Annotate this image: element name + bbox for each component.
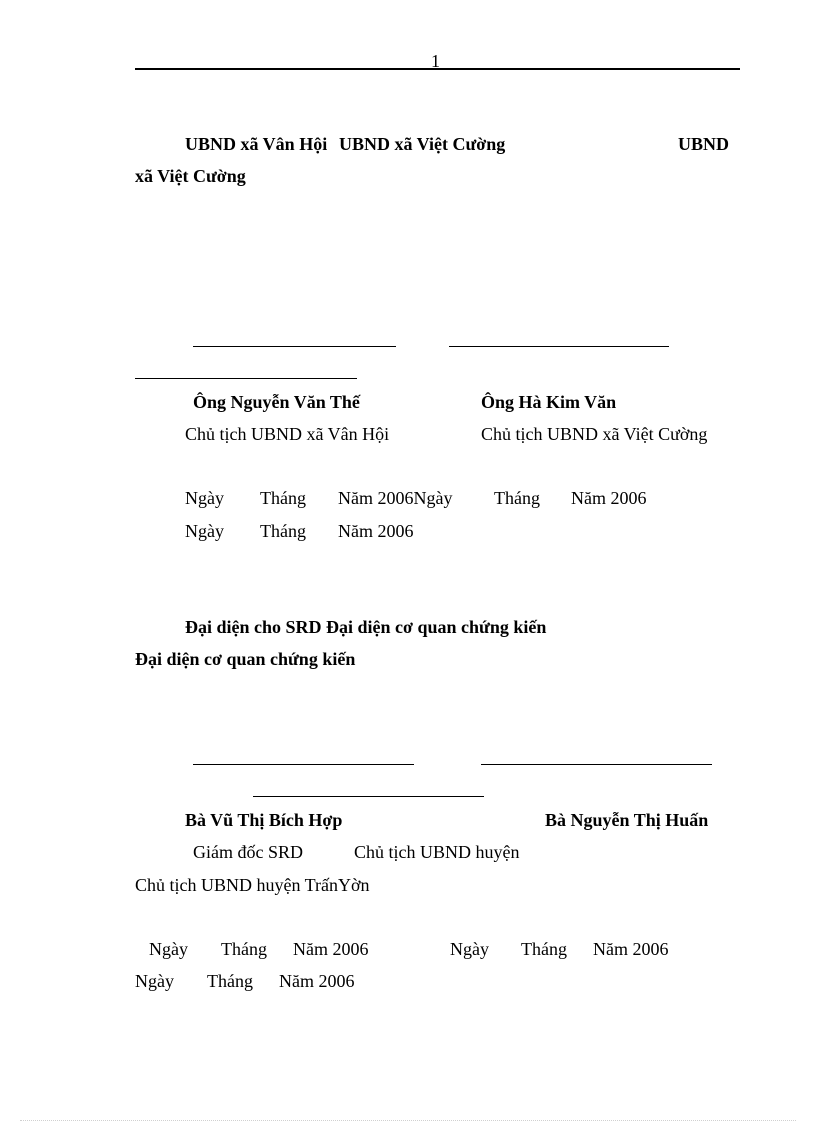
date-year-3: Năm 2006 bbox=[338, 521, 414, 541]
date-month-4: Tháng bbox=[221, 939, 267, 959]
date-day-4: Ngày bbox=[149, 939, 188, 959]
date-day-6: Ngày bbox=[135, 971, 174, 991]
heading-ubnd-viet-cuong: UBND xã Việt Cường bbox=[339, 134, 506, 154]
date-day-1: Ngày bbox=[185, 488, 224, 508]
signature-line-5 bbox=[481, 764, 712, 765]
page-number: 1 bbox=[431, 51, 440, 71]
heading-representatives-cont: Đại diện cơ quan chứng kiến bbox=[135, 649, 356, 669]
signer-title-1: Chủ tịch UBND xã Vân Hội bbox=[185, 424, 390, 444]
heading-representatives: Đại diện cho SRD Đại diện cơ quan chứng kiến bbox=[185, 617, 547, 637]
signer-title-4: Chủ tịch UBND huyện bbox=[354, 842, 520, 862]
heading-ubnd-third: UBND bbox=[678, 134, 730, 154]
heading-ubnd-van-hoi: UBND xã Vân Hội bbox=[185, 134, 328, 154]
date-year-2: Năm 2006 bbox=[571, 488, 647, 508]
signer-name-3: Bà Vũ Thị Bích Hợp bbox=[185, 810, 343, 830]
signer-name-4: Bà Nguyễn Thị Huấn bbox=[545, 810, 709, 830]
date-month-6: Tháng bbox=[207, 971, 253, 991]
signer-name-1: Ông Nguyễn Văn Thế bbox=[193, 392, 360, 412]
signer-title-3: Giám đốc SRD bbox=[193, 842, 303, 862]
date-year-4: Năm 2006 bbox=[293, 939, 369, 959]
signature-line-2 bbox=[449, 346, 669, 347]
signature-line-4 bbox=[193, 764, 414, 765]
date-month-2: Tháng bbox=[494, 488, 540, 508]
header-rule bbox=[135, 68, 740, 70]
date-month-5: Tháng bbox=[521, 939, 567, 959]
date-year-5: Năm 2006 bbox=[593, 939, 669, 959]
page-bottom-divider bbox=[20, 1120, 796, 1121]
date-year-6: Năm 2006 bbox=[279, 971, 355, 991]
date-year-1: Năm 2006Ngày bbox=[338, 488, 453, 508]
date-month-3: Tháng bbox=[260, 521, 306, 541]
date-month-1: Tháng bbox=[260, 488, 306, 508]
heading-ubnd-third-cont: xã Việt Cường bbox=[135, 166, 246, 186]
signer-title-2: Chủ tịch UBND xã Việt Cường bbox=[481, 424, 708, 444]
signer-title-5: Chủ tịch UBND huyện TrấnYờn bbox=[135, 875, 370, 895]
signature-line-1 bbox=[193, 346, 396, 347]
signature-line-6 bbox=[253, 796, 484, 797]
date-day-3: Ngày bbox=[185, 521, 224, 541]
signer-name-2: Ông Hà Kim Văn bbox=[481, 392, 617, 412]
date-day-5: Ngày bbox=[450, 939, 489, 959]
signature-line-3 bbox=[135, 378, 357, 379]
